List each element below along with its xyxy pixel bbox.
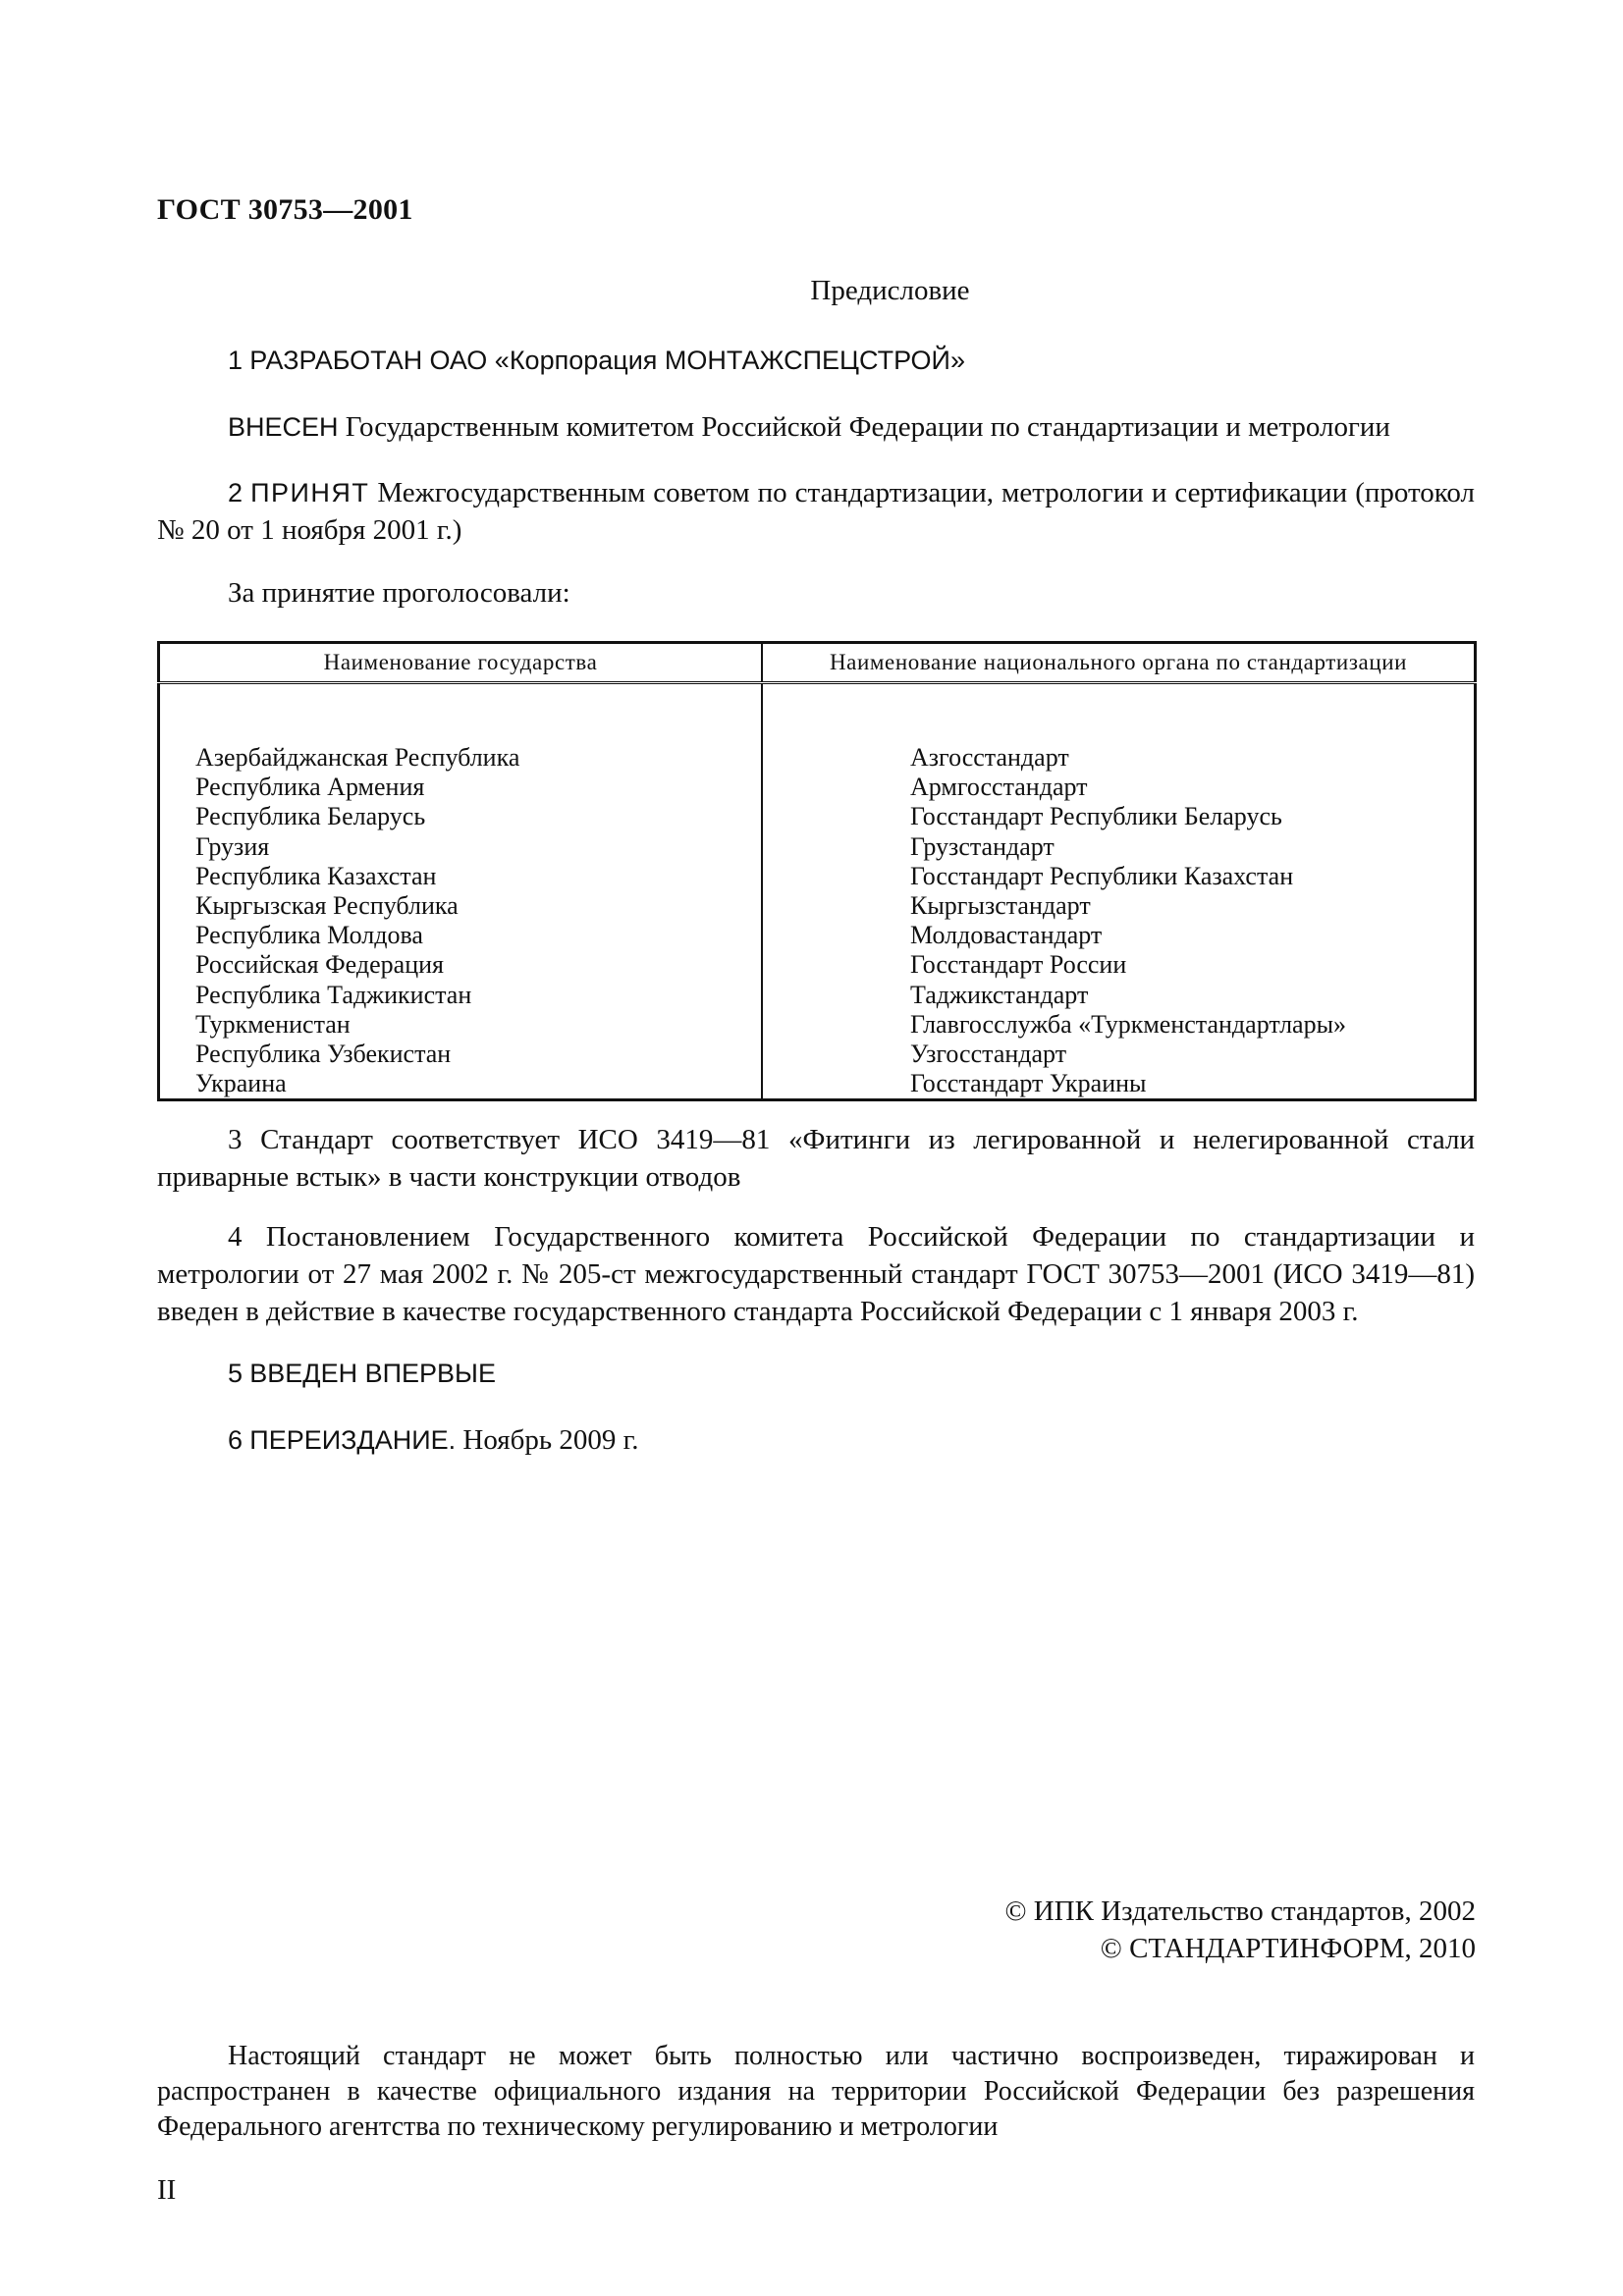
paragraph-iso-correspondence: 3 Стандарт соответствует ИСО 3419—81 «Фитинги из легированной и нелегированной стали приварные встык» в части конструкции отводов (157, 1124, 1475, 1193)
list-item: Республика Узбекистан (195, 1040, 452, 1069)
list-item: Грузия (195, 831, 270, 861)
paragraph-adopted: 2 ПРИНЯТ Межгосударственным советом по стандартизации, метрологии и сертификации (протокол № 20 от 1 ноября 2001 г.) (157, 477, 1476, 546)
copyright-line: © СТАНДАРТИНФОРМ, 2010 (1100, 1933, 1476, 1964)
list-item: Российская Федерация (195, 950, 444, 980)
list-item: Таджикстандарт (910, 980, 1089, 1009)
vote-intro: За принятие проголосовали: (228, 577, 570, 609)
list-item: Молдовастандарт (910, 921, 1103, 950)
reproduction-notice: Настоящий стандарт не может быть полностью или частично воспроизведен, тиражирован и распространен в качестве официального издания на территории Российской Федерации без разрешения Федерального агентства по техническому регулированию и метрологии (157, 2041, 1475, 2142)
document-code: ГОСТ 30753—2001 (157, 193, 413, 226)
list-item: Кыргызская Республика (195, 891, 459, 921)
page-number: II (157, 2174, 177, 2206)
foreword-heading: Предисловие (810, 275, 970, 306)
states-list (160, 684, 761, 1098)
paragraph-introduced: ВНЕСЕН Государственным комитетом Российской Федерации по стандартизации и метрологии (228, 411, 1390, 443)
list-item: Республика Армения (195, 773, 425, 802)
table-header-row (159, 643, 1476, 683)
list-item: Республика Таджикистан (195, 980, 472, 1009)
list-item: Республика Беларусь (195, 802, 426, 831)
paragraph-first-introduced: 5 ВВЕДЕН ВПЕРВЫЕ (228, 1359, 496, 1388)
list-item: Азгосстандарт (910, 743, 1069, 772)
list-item: Узгосстандарт (910, 1040, 1067, 1069)
list-item: Госстандарт России (910, 950, 1127, 980)
copyright-block (1004, 1893, 1476, 1967)
list-item: Госстандарт Республики Беларусь (910, 802, 1282, 831)
list-item: Республика Молдова (195, 921, 423, 950)
voting-table (157, 641, 1477, 1101)
list-item: Госстандарт Украины (910, 1069, 1147, 1098)
table-body-row (159, 683, 1476, 1100)
list-item: Грузстандарт (910, 831, 1055, 861)
header-standards-body: Наименование национального органа по стандартизации (762, 643, 1476, 683)
list-item: Республика Казахстан (195, 861, 437, 890)
paragraph-enactment: 4 Постановлением Государственного комитета Российской Федерации по стандартизации и метрологии от 27 мая 2002 г. № 205-ст межгосударственный стандарт ГОСТ 30753—2001 (ИСО 3419—81) введен в действие в качестве государственного стандарта Российской Федерации с 1 января 2003 г. (157, 1221, 1475, 1327)
bodies-list (763, 684, 1474, 1098)
paragraph-developed: 1 РАЗРАБОТАН ОАО «Корпорация МОНТАЖСПЕЦСТРОЙ» (228, 346, 965, 375)
list-item: Кыргызстандарт (910, 891, 1091, 921)
states-column (159, 683, 763, 1100)
list-item: Туркменистан (195, 1009, 351, 1039)
list-item: Азербайджанская Республика (195, 743, 520, 772)
header-state: Наименование государства (159, 643, 763, 683)
copyright-line: © ИПК Издательство стандартов, 2002 (1004, 1896, 1476, 1927)
list-item: Украина (195, 1069, 287, 1098)
list-item: Армгосстандарт (910, 773, 1088, 802)
paragraph-reissue: 6 ПЕРЕИЗДАНИЕ. Ноябрь 2009 г. (228, 1424, 639, 1456)
bodies-column (762, 683, 1476, 1100)
list-item: Госстандарт Республики Казахстан (910, 861, 1294, 890)
list-item: Главгосслужба «Туркменстандартлары» (910, 1009, 1347, 1039)
